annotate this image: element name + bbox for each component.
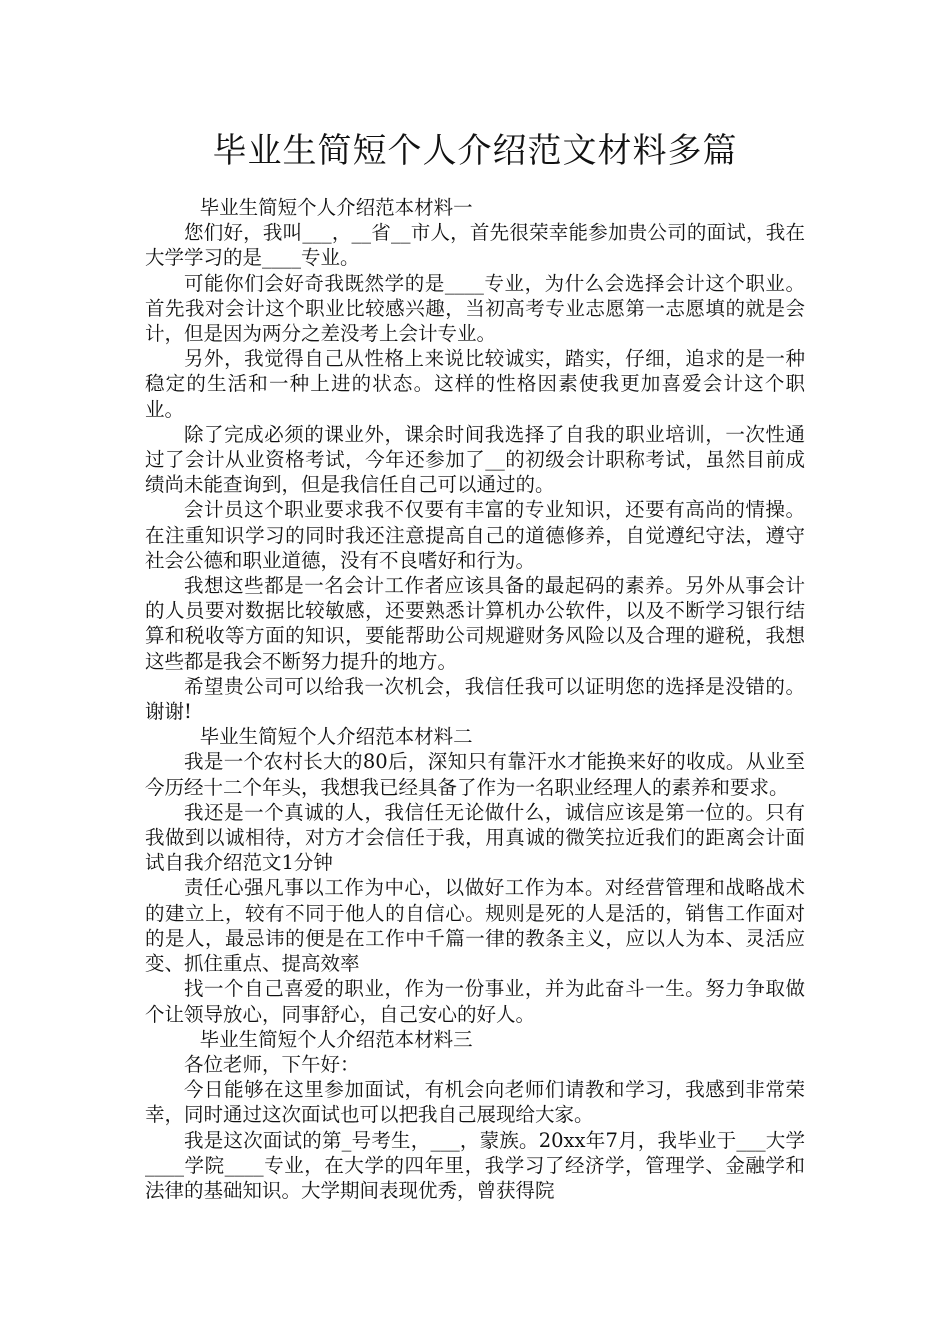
document-body <box>145 195 805 1203</box>
section-heading: 毕业生简短个人介绍范本材料二 <box>199 725 473 749</box>
body-paragraph: 各位老师，下午好： <box>184 1052 360 1076</box>
body-paragraph: 除了完成必须的课业外，课余时间我选择了自我的职业培训，一次性通过了会计从业资格考试，今年还参加了__的初级会计职称考试，虽然目前成绩尚未能查询到，但是我信任自己可以通过的。 <box>145 422 805 497</box>
body-paragraph: 我想这些都是一名会计工作者应该具备的最起码的素养。另外从事会计的人员要对数据比较敏感，还要熟悉计算机办公软件，以及不断学习银行结算和税收等方面的知识，要能帮助公司规避财务风险以及合理的避税，我想这些都是我会不断努力提升的地方。 <box>145 574 805 673</box>
body-paragraph: 我还是一个真诚的人，我信任无论做什么，诚信应该是第一位的。只有我做到以诚相待，对方才会信任于我，用真诚的微笑拉近我们的距离会计面试自我介绍范文1分钟 <box>145 800 805 875</box>
section-heading: 毕业生简短个人介绍范本材料一 <box>199 196 473 219</box>
section-heading: 毕业生简短个人介绍范本材料三 <box>199 1027 473 1051</box>
body-paragraph: 责任心强凡事以工作为中心，以做好工作为本。对经营管理和战略战术的建立上，较有不同于他人的自信心。规则是死的人是活的，销售工作面对的是人，最忌讳的便是在工作中千篇一律的教条主义，应以人为本、灵活应变、抓住重点、提高效率 <box>145 876 805 976</box>
body-paragraph: 我是这次面试的第_号考生，___，蒙族。20xx年7月，我毕业于___大学____学院____专业，在大学的四年里，我学习了经济学，管理学、金融学和法律的基础知识。大学期间表现优秀，曾获得院 <box>145 1128 805 1202</box>
body-paragraph: 您们好，我叫___，__省__市人，首先很荣幸能参加贵公司的面试，我在大学学习的是____专业。 <box>145 221 805 270</box>
document-title: 毕业生简短个人介绍范文材料多篇 <box>212 131 738 171</box>
body-paragraph: 我是一个农村长大的80后，深知只有靠汗水才能换来好的收成。从业至今历经十二个年头，我想我已经具备了作为一名职业经理人的素养和要求。 <box>145 750 805 799</box>
body-paragraph: 可能你们会好奇我既然学的是____专业，为什么会选择会计这个职业。首先我对会计这个职业比较感兴趣，当初高考专业志愿第一志愿填的就是会计，但是因为两分之差没考上会计专业。 <box>145 271 805 346</box>
body-paragraph: 另外，我觉得自己从性格上来说比较诚实，踏实，仔细，追求的是一种稳定的生活和一种上进的状态。这样的性格因素使我更加喜爱会计这个职业。 <box>145 347 805 421</box>
body-paragraph: 希望贵公司可以给我一次机会，我信任我可以证明您的选择是没错的。谢谢! <box>145 674 805 724</box>
document-page <box>145 125 805 1203</box>
body-paragraph: 找一个自己喜爱的职业，作为一份事业，并为此奋斗一生。努力争取做个让领导放心，同事舒心，自己安心的好人。 <box>145 977 805 1026</box>
body-paragraph: 今日能够在这里参加面试，有机会向老师们请教和学习，我感到非常荣幸，同时通过这次面试也可以把我自己展现给大家。 <box>145 1078 805 1127</box>
body-paragraph: 会计员这个职业要求我不仅要有丰富的专业知识，还要有高尚的情操。在注重知识学习的同时我还注意提高自己的道德修养，自觉遵纪守法，遵守社会公德和职业道德，没有不良嗜好和行为。 <box>145 498 805 572</box>
